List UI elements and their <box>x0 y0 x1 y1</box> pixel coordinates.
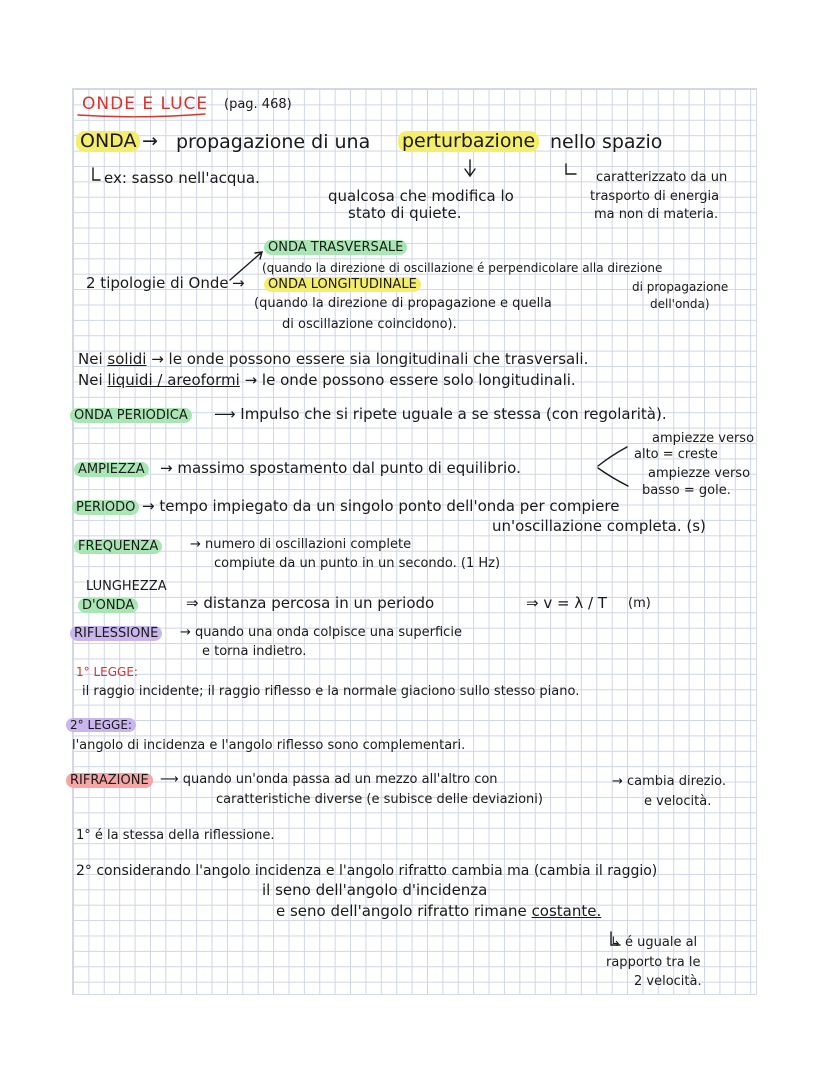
liquidi-word: liquidi / areoformi <box>107 371 240 389</box>
lunghezza-unit: (m) <box>628 596 651 611</box>
lunghezza-desc: ⇒ distanza percosa in un periodo <box>186 594 435 612</box>
ex-hook-arrow <box>93 168 100 180</box>
solidi-word: solidi <box>107 350 147 368</box>
spazio-hook-arrow <box>566 164 576 174</box>
onda-definition-highlight: perturbazione <box>398 131 539 152</box>
down-arrow <box>465 160 475 176</box>
title-underline <box>78 114 205 117</box>
rifrazione-side-1: → cambia direzio. <box>612 774 726 789</box>
tipologie-arrow: → <box>232 274 245 292</box>
frequenza-desc-1: → numero di oscillazioni complete <box>190 537 412 552</box>
rifrazione-term: RIFRAZIONE <box>66 773 153 788</box>
rifrazione-law1: 1° é la stessa della riflessione. <box>76 828 275 843</box>
trasversale-description-3: dell'onda) <box>650 297 710 311</box>
liquidi-line <box>78 373 576 388</box>
onda-arrow: → <box>142 130 158 152</box>
onda-term: ONDA <box>76 131 140 152</box>
onda-periodica-term: ONDA PERIODICA <box>70 408 192 423</box>
solidi-prefix: Nei <box>78 350 103 368</box>
ampiezza-desc: → massimo spostamento dal punto di equilibrio. <box>160 459 521 477</box>
rifrazione-note-3: 2 velocità. <box>634 974 702 989</box>
onda-definition-post: nello spazio <box>550 131 663 153</box>
ampiezza-fork-up <box>598 447 627 466</box>
ampiezza-down-2: basso = gole. <box>642 483 731 498</box>
page-title: ONDE E LUCE <box>82 94 209 114</box>
trasversale-description-2: di propagazione <box>632 280 729 294</box>
riflessione-law2-label: 2° LEGGE: <box>66 718 136 732</box>
longitudinale-description-1: (quando la direzione di propagazione e quella <box>254 296 552 311</box>
liquidi-text: → le onde possono essere solo longitudinali. <box>244 371 576 389</box>
rifrazione-law2-line1: 2° considerando l'angolo incidenza e l'angolo rifratto cambia ma (cambia il raggio) <box>76 863 658 879</box>
onda-example: ex: sasso nell'acqua. <box>104 169 260 187</box>
onda-trasversale-label: ONDA TRASVERSALE <box>264 240 407 255</box>
costante-word: costante. <box>531 902 602 920</box>
tipologie-label: 2 tipologie di Onde <box>86 274 229 292</box>
trasversale-description: (quando la direzione di oscillazione é perpendicolare alla direzione <box>262 261 663 275</box>
spazio-note-2: trasporto di energia <box>590 189 720 204</box>
onda-longitudinale-label: ONDA LONGITUDINALE <box>264 277 421 292</box>
periodo-term: PERIODO <box>72 500 139 515</box>
periodo-desc-1: → tempo impiegato da un singolo ponto dell'onda per compiere <box>142 497 620 515</box>
ampiezza-down-1: ampiezze verso <box>648 466 751 481</box>
solidi-line <box>78 352 588 367</box>
lunghezza-term-2: D'ONDA <box>78 598 138 613</box>
spazio-note-1: caratterizzato da un <box>596 170 728 185</box>
ampiezza-up-2: alto = creste <box>634 447 718 462</box>
rifrazione-note-1: ↳ é uguale al <box>610 935 698 950</box>
spazio-note-3: ma non di materia. <box>594 207 719 222</box>
riflessione-law2-text: l'angolo di incidenza e l'angolo riflesso sono complementari. <box>72 738 466 753</box>
riflessione-desc-2: e torna indietro. <box>202 644 307 659</box>
onda-periodica-desc: ⟶ Impulso che si ripete uguale a se stessa (con regolarità). <box>214 405 667 423</box>
rifrazione-desc-1: ⟶ quando un'onda passa ad un mezzo all'altro con <box>160 772 498 787</box>
riflessione-desc-1: → quando una onda colpisce una superficie <box>180 625 462 640</box>
solidi-text: → le onde possono essere sia longitudinali che trasversali. <box>151 350 589 368</box>
perturbazione-note-2: stato di quiete. <box>348 204 462 222</box>
frequenza-desc-2: compiute da un punto in un secondo. (1 Hz) <box>214 556 501 571</box>
liquidi-prefix: Nei <box>78 371 103 389</box>
riflessione-law1-text: il raggio incidente; il raggio riflesso e la normale giaciono sullo stesso piano. <box>82 684 580 699</box>
rifrazione-law2-line2: il seno dell'angolo d'incidenza <box>262 881 488 899</box>
ampiezza-up-1: ampiezze verso <box>652 431 755 446</box>
rifrazione-law2-line3-text: e seno dell'angolo rifratto rimane <box>276 902 527 920</box>
rifrazione-desc-2: caratteristiche diverse (e subisce delle deviazioni) <box>216 792 543 807</box>
ampiezza-term: AMPIEZZA <box>74 462 149 477</box>
rifrazione-law2-line3 <box>276 904 601 919</box>
frequenza-term: FREQUENZA <box>74 539 162 554</box>
lunghezza-formula: ⇒ v = λ / T <box>526 594 607 612</box>
periodo-desc-2: un'oscillazione completa. (s) <box>492 517 706 535</box>
longitudinale-description-2: di oscillazione coincidono). <box>282 317 457 332</box>
lunghezza-term-1: LUNGHEZZA <box>86 579 167 594</box>
onda-definition-pre: propagazione di una <box>176 131 371 153</box>
page-reference: (pag. 468) <box>224 97 292 112</box>
rifrazione-note-2: rapporto tra le <box>606 955 701 970</box>
riflessione-term: RIFLESSIONE <box>70 626 162 641</box>
ampiezza-fork-down <box>598 468 628 486</box>
perturbazione-note-1: qualcosa che modifica lo <box>328 187 514 205</box>
riflessione-law1-label: 1° LEGGE: <box>76 665 138 679</box>
rifrazione-side-2: e velocità. <box>644 794 712 809</box>
